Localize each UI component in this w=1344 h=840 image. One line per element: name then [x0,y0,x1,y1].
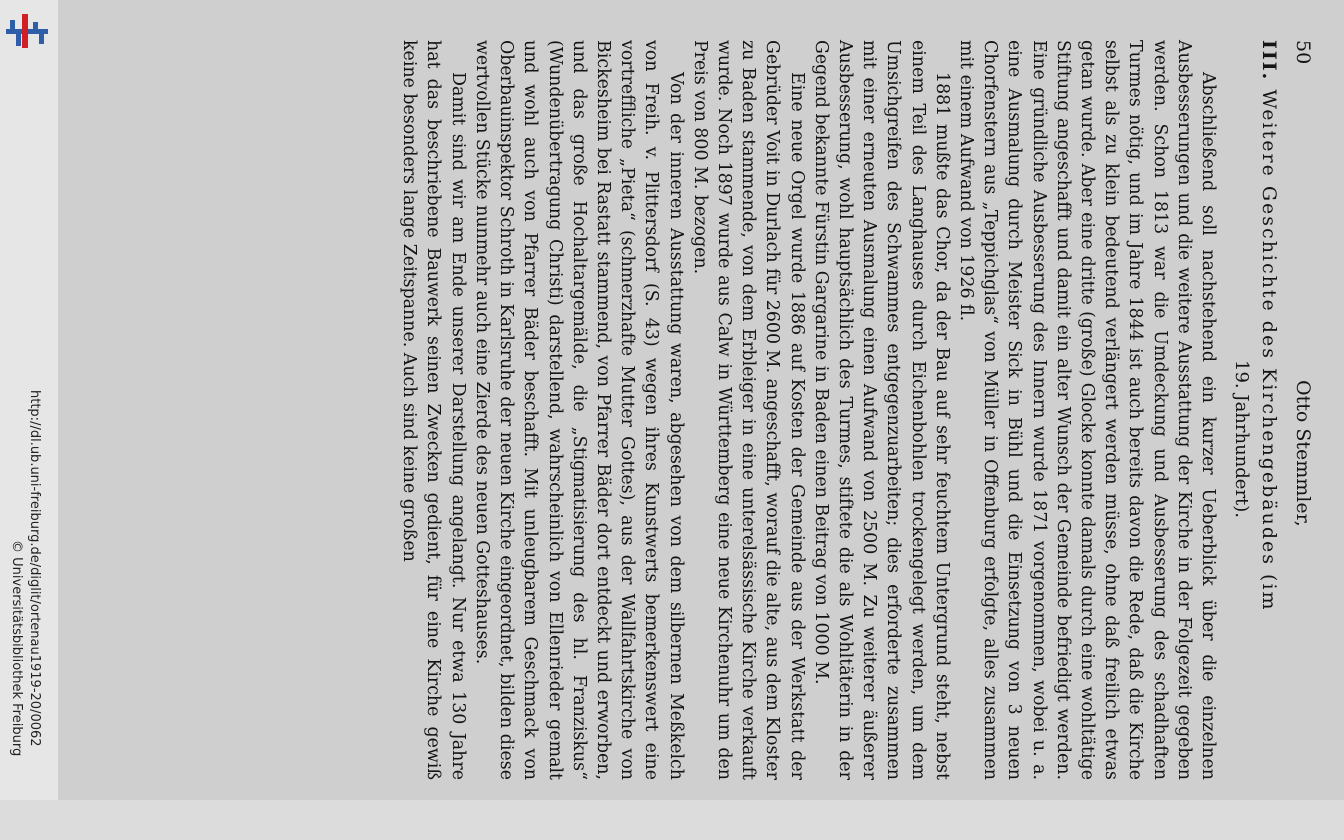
viewer-sidebar [0,0,58,800]
paragraph: Von der inneren Ausstattung waren, abgesehen von dem silbernen Meßkelch von Freih. v. Plittersdorf (S. 43) wegen ihres Kunstwerts bemerkenswert eine vortreffliche „Pieta“ (schmerzhafte Mutter Gottes), aus der Wallfahrtskirche von Bickesheim bei Rastatt stammend, von Pfarrer Bäder dort entdeckt und erworben, und das große Hochaltargemälde, die „Stigmatisierung des hl. Franziskus“ (Wundenübertragung Christi) darstellend, wahrscheinlich von Ellenrieder gemalt und wohl auch von Pfarrer Bäder beschafft. Mit unleugbarem Geschmack von Oberbauinspektor Schroth in Karlsruhe der neuen Kirche eingeordnet, bilden diese wertvollen Stücke nunmehr auch eine Zierde des neuen Gotteshauses. [471,40,686,780]
paragraph: 1881 mußte das Chor, da der Bau auf sehr feuchtem Untergrund steht, nebst einem Teil des Langhauses durch Eichenbohlen trockengelegt werden, um dem Umsichgreifen des Schwammes entgegenzuarbeiten; dies erforderte zusammen mit einer erneuten Ausmalung einen Aufwand von 2500 M. Zu weiterer äußerer Ausbesserung, wohl hauptsächlich des Turmes, stiftete die als Wohltäterin in der Gegend bekannte Fürstin Gargarine in Baden einen Beitrag von 1000 M. [810,40,952,780]
page-content [194,40,1314,840]
section-title-continuation: 19. Jahrhundert). [1231,360,1252,519]
paragraph: Damit sind wir am Ende unserer Darstellung angelangt. Nur etwa 130 Jahre hat das beschriebene Bauwerk seinen Zwecken gedient, für eine Kirche gewiß keine besonders lange Zeitspanne. Auch sind keine großen [399,40,468,780]
library-logo-icon [6,10,48,52]
page-number: 50 [1292,40,1314,65]
copyright-notice: © Universitätsbibliothek Freiburg [9,540,24,757]
page-body [397,40,1220,780]
scanned-page [58,0,1344,800]
section-number: III. [1258,40,1280,82]
page-header [1284,40,1314,780]
chapter-title [1258,40,1280,780]
paragraph: Eine neue Orgel wurde 1886 auf Kosten der Gemeinde aus der Werkstatt der Gebrüder Voit in Durlach für 2600 M. angeschafft, worauf die alte, aus dem Kloster zu Baden stammende, von dem Erbleiger in eine unterelsässische Kirche verkauft wurde. Noch 1897 wurde aus Calw in Württemberg eine neue Kirchenuhr um den Preis von 800 M. bezogen. [689,40,807,780]
permalink-url[interactable]: http://dl.ub.uni-freiburg.de/diglit/ortenau1919-20/0062 [27,390,42,747]
paragraph: Abschließend soll nachstehend ein kurzer Ueberblick über die einzelnen Ausbesserungen und die weitere Ausstattung der Kirche in der Folgezeit gegeben werden. Schon 1813 war die Umdeckung und Ausbesserung des schadhaften Turmes nötig, und im Jahre 1844 ist auch bereits davon die Rede, daß die Kirche selbst als zu klein bedeutend verlängert werden müsse, ohne daß freilich etwas getan wurde. Aber eine dritte (große) Glocke konnte damals durch eine wohltätige Stiftung angeschafft und damit ein alter Wunsch der Gemeinde befriedigt werden. Eine gründliche Ausbesserung des Innern wurde 1871 vorgenommen, wobei u. a. eine Ausmalung durch Meister Sick in Bühl und die Einsetzung von 3 neuen Chorfenstern aus „Teppichglas“ von Müller in Offenburg erfolgte, alles zusammen mit einem Aufwand von 1926 fl. [955,40,1218,780]
section-title: Weitere Geschichte des Kirchengebäudes (im [1258,89,1280,612]
running-head: Otto Stemmler, [1292,380,1314,527]
